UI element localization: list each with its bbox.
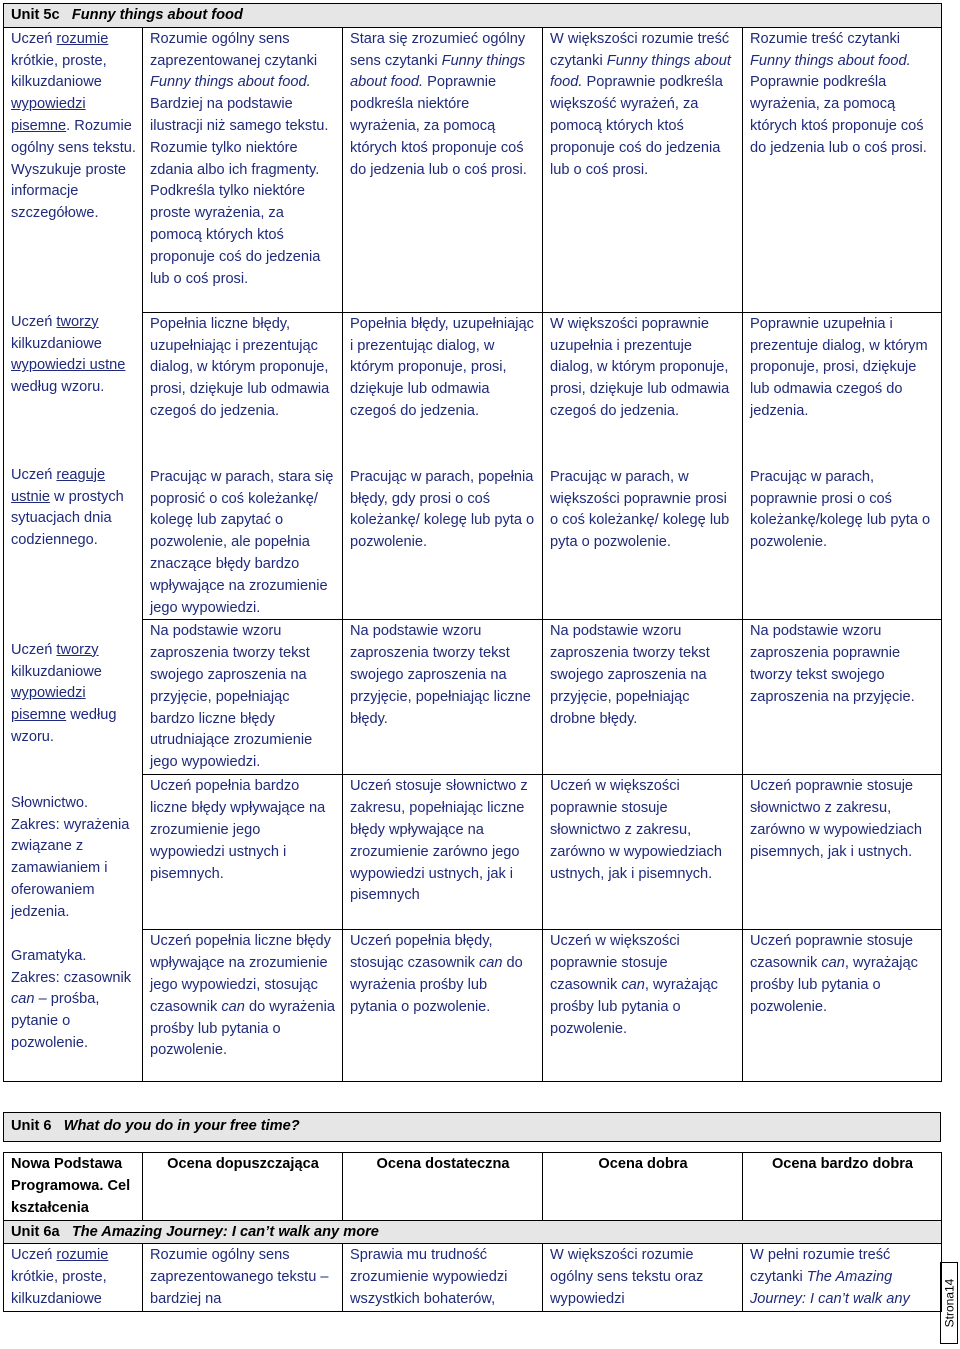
grade-dopuszczajaca: Ocena dopuszczająca xyxy=(143,1153,343,1220)
unit-label: Unit 5c xyxy=(11,7,60,23)
grammar-dostateczna: Uczeń popełnia błędy, stosując czasownik can do wyrażenia prośby lub pytania o pozwolenie. xyxy=(343,930,543,1082)
reading-dopuszczajaca: Rozumie ogólny sens zaprezentowanej czytanki Funny things about food. Bardziej na podstawie ilustracji niż samego tekstu. Rozumie tylko niektóre zdania albo ich fragmenty. Podkreśla tylko niektóre proste wyrażenia, za pomocą których ktoś proponuje coś do jedzenia lub o coś prosi. xyxy=(143,27,343,312)
table-spacer-2 xyxy=(3,1142,941,1152)
unit5c-header-cell xyxy=(4,4,942,28)
grammar-dopuszczajaca: Uczeń popełnia liczne błędy wpływające na zrozumienie jego wypowiedzi, stosując czasownik can do wyrażenia prośby lub pytania o pozwolenie. xyxy=(143,930,343,1082)
unit5c-header xyxy=(4,4,942,28)
reading-dobra: W większości rozumie treść czytanki Funny things about food. Poprawnie podkreśla większość wyrażeń, za pomocą których ktoś proponuje coś do jedzenia lub o coś prosi. xyxy=(543,27,743,312)
cel-ksztalcenia-cell xyxy=(4,27,143,1082)
grammar-dobra: Uczeń w większości poprawnie stosuje czasownik can, wyrażając prośby lub pytania o pozwolenie. xyxy=(543,930,743,1082)
cel-react: Uczeń reaguje ustnie w prostych sytuacjach dnia codziennego. xyxy=(11,466,124,549)
row-writing xyxy=(4,620,942,775)
unit6a-bardzo-dobra: W pełni rozumie treść czytanki The Amazing Journey: I can’t walk any xyxy=(743,1244,942,1311)
reading-bardzo-dobra: Rozumie treść czytanki Funny things about food. Poprawnie podkreśla wyrażenia, za pomocą których ktoś proponuje coś do jedzenia lub o coś prosi. xyxy=(743,27,942,312)
unit6-header-cell xyxy=(4,1113,941,1142)
row-reading xyxy=(4,27,942,312)
unit6a-header-cell xyxy=(4,1220,942,1244)
unit6a-table xyxy=(3,1152,942,1312)
dialog-dostateczna: Popełnia błędy, uzupełniając i prezentując dialog, w którym proponuje, prosi, dziękuje lub odmawia czegoś do jedzenia. Pracując w parach, popełnia błędy, gdy prosi o coś koleżankę/ kolegę lub pyta o pozwolenie. xyxy=(343,312,543,620)
row-vocab xyxy=(4,775,942,930)
grammar-bardzo-dobra: Uczeń poprawnie stosuje czasownik can, wyrażając prośby lub pytania o pozwolenie. xyxy=(743,930,942,1082)
dialog-bardzo-dobra: Poprawnie uzupełnia i prezentuje dialog, w którym proponuje, prosi, dziękuje lub odmawia czegoś do jedzenia. Pracując w parach, poprawnie prosi o coś koleżankę/kolegę lub pyta o pozwolenie. xyxy=(743,312,942,620)
unit6a-header xyxy=(4,1220,942,1244)
page-number-tab xyxy=(940,1262,958,1344)
unit6-label: Unit 6 xyxy=(11,1118,52,1135)
unit6a-dostateczna: Sprawia mu trudność zrozumienie wypowiedzi wszystkich bohaterów, xyxy=(343,1244,543,1311)
document-page xyxy=(3,3,941,1312)
writing-dopuszczajaca: Na podstawie wzoru zaproszenia tworzy tekst swojego zaproszenia na przyjęcie, popełniając bardzo liczne błędy utrudniające zrozumienie jego wypowiedzi. xyxy=(143,620,343,775)
table-spacer xyxy=(3,1082,941,1112)
unit6a-title: The Amazing Journey: I can’t walk any more xyxy=(71,1223,379,1240)
vocab-dobra: Uczeń w większości poprawnie stosuje słownictwo z zakresu, zarówno w wypowiedziach ustnych, jak i pisemnych. xyxy=(543,775,743,930)
writing-bardzo-dobra: Na podstawie wzoru zaproszenia poprawnie tworzy tekst swojego zaproszenia na przyjęcie. xyxy=(743,620,942,775)
dialog-dobra: W większości poprawnie uzupełnia i prezentuje dialog, w którym proponuje, prosi, dziękuje lub odmawia czegoś do jedzenia. Pracując w parach, w większości poprawnie prosi o coś koleżankę/ kolegę lub pyta o pozwolenie. xyxy=(543,312,743,620)
page-number: Strona14 xyxy=(942,1278,957,1328)
vocab-bardzo-dobra: Uczeń poprawnie stosuje słownictwo z zakresu, zarówno w wypowiedziach pisemnych, jak i ustnych. xyxy=(743,775,942,930)
grade-header-row xyxy=(4,1153,942,1220)
cel-writing: Uczeń tworzy kilkuzdaniowe wypowiedzi pisemne według wzoru. xyxy=(11,641,117,745)
writing-dobra: Na podstawie wzoru zaproszenia tworzy tekst swojego zaproszenia na przyjęcie, popełniając drobne błędy. xyxy=(543,620,743,775)
unit5c-table xyxy=(3,3,942,1082)
cel-speaking: Uczeń tworzy kilkuzdaniowe wypowiedzi ustne według wzoru. xyxy=(11,313,126,396)
vocab-dostateczna: Uczeń stosuje słownictwo z zakresu, popełniając liczne błędy wpływające na zrozumienie zarówno jego wypowiedzi ustnych, jak i pisemnych xyxy=(343,775,543,930)
row-dialog xyxy=(4,312,942,620)
vocab-dopuszczajaca: Uczeń popełnia bardzo liczne błędy wpływające na zrozumienie jego wypowiedzi ustnych i pisemnych. xyxy=(143,775,343,930)
cel-vocab: Słownictwo. Zakres: wyrażenia związane z zamawianiem i oferowaniem jedzenia. xyxy=(11,794,130,920)
row-grammar xyxy=(4,930,942,1082)
reading-dostateczna: Stara się zrozumieć ogólny sens czytanki Funny things about food. Poprawnie podkreśla niektóre wyrażenia, za pomocą których ktoś proponuje coś do jedzenia lub o coś prosi. xyxy=(343,27,543,312)
unit6a-dobra: W większości rozumie ogólny sens tekstu oraz wypowiedzi xyxy=(543,1244,743,1311)
unit6a-label: Unit 6a xyxy=(11,1223,60,1240)
unit6a-cel: Uczeń rozumie krótkie, proste, kilkuzdaniowe xyxy=(4,1244,143,1311)
dialog-dopuszczajaca: Popełnia liczne błędy, uzupełniając i prezentując dialog, w którym proponuje, prosi, dziękuje lub odmawia czegoś do jedzenia. Pracując w parach, stara się poprosić o coś koleżankę/ kolegę lub zapytać o pozwolenie, ale popełnia znaczące błędy bardzo wpływające na zrozumienie jego wypowiedzi. xyxy=(143,312,343,620)
unit6-header-table xyxy=(3,1112,941,1142)
cel-grammar: Gramatyka. Zakres: czasownik can – prośba, pytanie o pozwolenie. xyxy=(11,947,132,1051)
grade-base: Nowa Podstawa Programowa. Cel kształcenia xyxy=(4,1153,143,1220)
unit6a-dopuszczajaca: Rozumie ogólny sens zaprezentowanego tekstu – bardziej na xyxy=(143,1244,343,1311)
unit6-title: What do you do in your free time? xyxy=(63,1118,300,1135)
unit6a-row xyxy=(4,1244,942,1311)
writing-dostateczna: Na podstawie wzoru zaproszenia tworzy tekst swojego zaproszenia na przyjęcie, popełniając liczne błędy. xyxy=(343,620,543,775)
grade-bardzo-dobra: Ocena bardzo dobra xyxy=(743,1153,942,1220)
grade-dostateczna: Ocena dostateczna xyxy=(343,1153,543,1220)
grade-dobra: Ocena dobra xyxy=(543,1153,743,1220)
unit-title: Funny things about food xyxy=(71,7,243,23)
cel-reading: Uczeń rozumie krótkie, proste, kilkuzdaniowe wypowiedzi pisemne. Rozumie ogólny sens tekstu. Wyszukuje proste informacje szczegółowe. xyxy=(11,30,136,222)
